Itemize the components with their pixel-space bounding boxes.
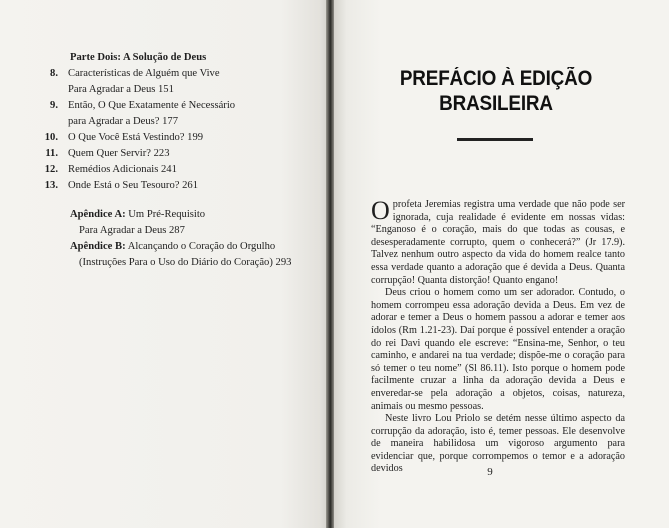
chapter-number: 13. bbox=[44, 180, 58, 191]
chapter-title-cont: para Agradar a Deus? 177 bbox=[68, 116, 179, 127]
chapter-title: Quem Quer Servir? 223 bbox=[68, 148, 170, 159]
preface-title-line1: PREFÁCIO À EDIÇÃO bbox=[399, 67, 593, 90]
chapter-number: 12. bbox=[44, 164, 58, 175]
chapter-title: Onde Está o Seu Tesouro? 261 bbox=[68, 180, 198, 191]
appendix-list bbox=[22, 207, 322, 271]
paragraph-1 bbox=[371, 196, 625, 287]
chapter-number: 11. bbox=[45, 148, 58, 159]
appendix-a-label: Apêndice A: bbox=[70, 209, 126, 220]
appendix-b-label: Apêndice B: bbox=[70, 241, 126, 252]
drop-cap: O bbox=[371, 196, 390, 225]
toc-entry bbox=[22, 130, 322, 146]
preface-title-line2: BRASILEIRA bbox=[439, 92, 553, 115]
table-of-contents bbox=[22, 50, 322, 271]
toc-entry bbox=[22, 98, 322, 130]
chapter-title-cont: Para Agradar a Deus 151 bbox=[68, 84, 174, 95]
appendix-a-title: Um Pré-Requisito bbox=[125, 209, 206, 220]
appendix-b bbox=[70, 239, 322, 271]
appendix-a bbox=[70, 207, 322, 239]
chapter-number: 9. bbox=[50, 100, 58, 111]
page-number: 9 bbox=[487, 466, 493, 478]
chapter-title: O Que Você Está Vestindo? 199 bbox=[68, 132, 204, 143]
toc-entry bbox=[22, 146, 322, 162]
toc-entry bbox=[22, 178, 322, 194]
left-page bbox=[0, 0, 330, 528]
part-title: Parte Dois: A Solução de Deus bbox=[70, 52, 207, 63]
chapter-number: 10. bbox=[44, 132, 58, 143]
chapter-number: 8. bbox=[50, 68, 58, 79]
appendix-a-title-cont: Para Agradar a Deus 287 bbox=[79, 225, 185, 236]
book-gutter bbox=[326, 0, 334, 528]
paragraph-2: Deus criou o homem como um ser adorador. Contudo, o homem corrompeu essa adoração devida a Deus. Em vez de adorar e temer a Deus o homem passou a adorar e temer aos ídolos (Rm 1.21-23). Daí porque é possível entender a oração do rei Davi quando ele escreve: “Ensina-me, Senhor, o teu caminho, e andarei na tua verdade; dispõe-me o coração para só temer o teu nome” (Sl 86.11). Isto porque o homem pode facilmente cruzar a linha da adoração devida a Deus e enveredar-se pela adoração a objetos, coisas, natureza, animais ou mesmo pessoas. bbox=[371, 287, 625, 412]
chapter-title: Então, O Que Exatamente é Necessário bbox=[68, 100, 236, 111]
chapter-title: Remédios Adicionais 241 bbox=[68, 164, 177, 175]
preface-title bbox=[358, 66, 633, 116]
title-divider bbox=[457, 138, 533, 141]
toc-entry bbox=[22, 66, 322, 98]
toc-entry bbox=[22, 162, 322, 178]
appendix-b-title-cont: (Instruções Para o Uso do Diário do Coração) 293 bbox=[79, 257, 292, 268]
paragraph-1-text: profeta Jeremias registra uma verdade que não pode ser ignorada, cuja realidade é evidente em nossas vidas: “Enganoso é o coração, mais do que todas as cousas, e desesperadamente corrupto, quem o conhecerá?” (Jr 17.9). Talvez nenhum outro aspecto da vida do homem realce tanto essa verdade quanto a adoração que é devida a Deus. Quanta corrupção! Quanta distorção! Quanto engano! bbox=[371, 199, 625, 286]
appendix-b-title: Alcançando o Coração do Orgulho bbox=[125, 241, 276, 252]
preface-body bbox=[371, 196, 625, 476]
chapter-title: Características de Alguém que Vive bbox=[68, 68, 220, 79]
paragraph-3: Neste livro Lou Priolo se detém nesse último aspecto da corrupção da adoração, isto é, temer pessoas. Ele desenvolve de maneira habilidosa um vigoroso argumento para evidenciar que, porque corrompemos o temor e a adoração devidos bbox=[371, 413, 625, 475]
